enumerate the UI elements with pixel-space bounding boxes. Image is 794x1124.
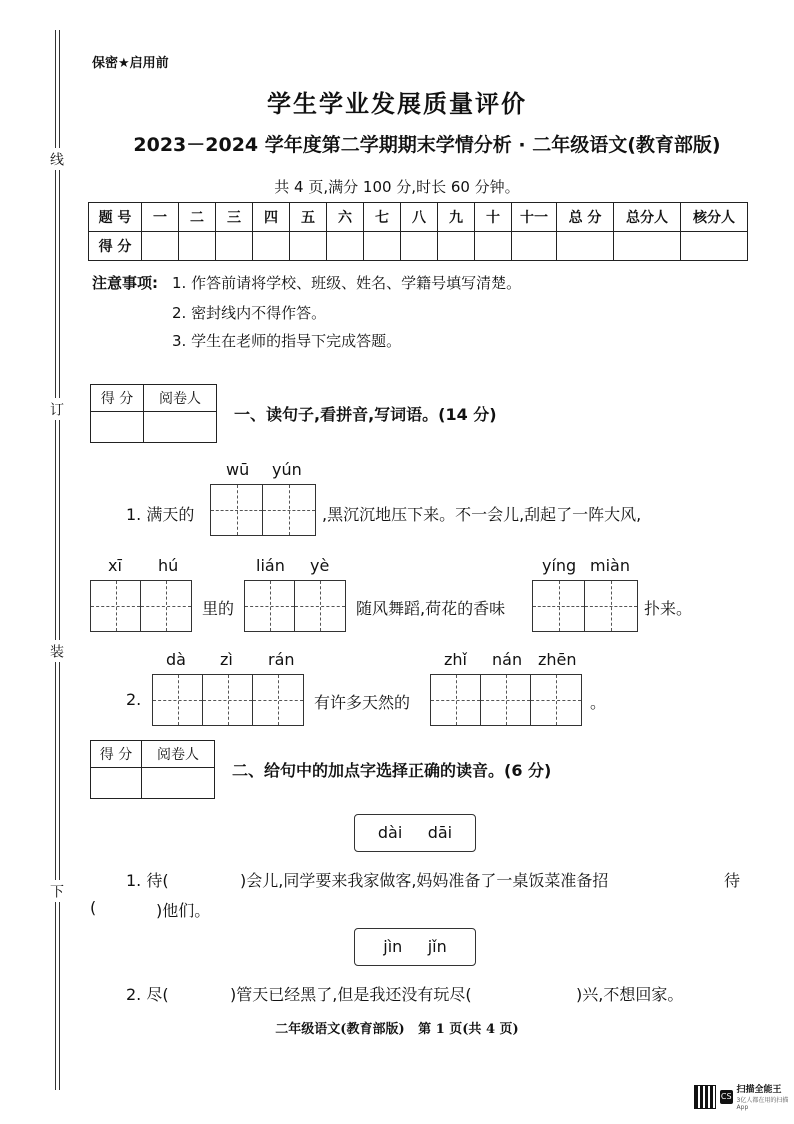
score-cell[interactable] [179, 232, 216, 261]
answer-grid-wuyun[interactable] [210, 484, 316, 536]
grid-cell[interactable] [295, 581, 345, 631]
score-col-header: 总 分 [557, 203, 614, 232]
grid-cell[interactable] [533, 581, 585, 631]
page-footer: 二年级语文(教育部版) 第 1 页(共 4 页) [275, 1022, 519, 1037]
answer-blank[interactable] [100, 896, 156, 918]
grader-reviewer-label: 阅卷人 [142, 741, 215, 768]
q1-text-dance: 随风舞蹈,荷花的香味 [356, 599, 506, 618]
dotted-char: 待 [724, 868, 794, 891]
pinyin-choice-box: jìn jǐn [354, 928, 476, 966]
qr-code-icon [694, 1085, 716, 1109]
s2-q2-end: )兴,不想回家。 [576, 985, 684, 1004]
q1-text-mid: ,黑沉沉地压下来。不一会儿,刮起了一阵大风, [322, 505, 642, 524]
score-cell[interactable] [438, 232, 475, 261]
score-cell[interactable] [253, 232, 290, 261]
score-cell[interactable] [364, 232, 401, 261]
pinyin: zhēn [538, 650, 577, 669]
s2-q2-text: )管天已经黑了,但是我还没有玩尽( [230, 985, 472, 1004]
pinyin: hú [158, 556, 179, 575]
camscanner-logo: CS [720, 1090, 733, 1104]
score-col-header: 十 [475, 203, 512, 232]
score-table-row-label: 题 号 [89, 203, 142, 232]
pinyin: zhǐ [444, 650, 467, 669]
score-cell[interactable] [216, 232, 253, 261]
pinyin-choice-box: dài dāi [354, 814, 476, 852]
note-item: 2. 密封线内不得作答。 [172, 304, 327, 322]
exam-info: 共 4 页,满分 100 分,时长 60 分钟。 [274, 178, 520, 196]
q2-text-end: 。 [590, 693, 607, 712]
section2-grader-box [90, 740, 215, 799]
score-col-header: 八 [401, 203, 438, 232]
s2-q1-prefix: 1. 待( [126, 871, 169, 890]
score-col-header: 三 [216, 203, 253, 232]
grid-cell[interactable] [153, 675, 203, 725]
answer-grid-lianye[interactable] [244, 580, 346, 632]
pinyin: lián [256, 556, 285, 575]
grader-reviewer-cell[interactable] [144, 412, 217, 443]
answer-blank[interactable] [176, 866, 238, 888]
score-cell[interactable] [290, 232, 327, 261]
grid-cell[interactable] [253, 675, 303, 725]
exam-subtitle: 2023－2024 学年度第二学期期末学情分析 · 二年级语文(教育部版) [133, 134, 721, 156]
score-col-header: 核分人 [681, 203, 748, 232]
grader-score-label: 得 分 [91, 385, 144, 412]
grid-cell[interactable] [141, 581, 191, 631]
q2-text-mid: 有许多天然的 [314, 693, 411, 712]
grid-cell[interactable] [211, 485, 263, 535]
binding-char-line: 线 [48, 148, 66, 170]
scanner-badge [694, 1082, 794, 1111]
score-col-header: 十一 [512, 203, 557, 232]
score-table [88, 202, 748, 261]
grid-cell[interactable] [431, 675, 481, 725]
notes-label: 注意事项: [92, 274, 158, 292]
section2-title: 二、给句中的加点字选择正确的读音。(6 分) [232, 761, 552, 780]
q1-prefix: 1. 满天的 [126, 505, 195, 524]
pinyin: dà [166, 650, 186, 669]
pinyin: rán [268, 650, 295, 669]
pinyin: nán [492, 650, 523, 669]
pinyin: zì [220, 650, 233, 669]
grid-cell[interactable] [531, 675, 581, 725]
grid-cell[interactable] [245, 581, 295, 631]
binding-char-bottom: 下 [48, 880, 66, 902]
grader-reviewer-cell[interactable] [142, 768, 215, 799]
note-item: 3. 学生在老师的指导下完成答题。 [172, 332, 402, 350]
grader-score-cell[interactable] [91, 768, 142, 799]
answer-blank[interactable] [520, 980, 574, 1002]
score-cell[interactable] [327, 232, 364, 261]
answer-grid-yingmian[interactable] [532, 580, 638, 632]
grader-score-cell[interactable] [91, 412, 144, 443]
score-cell[interactable] [614, 232, 681, 261]
score-col-header: 五 [290, 203, 327, 232]
score-col-header: 九 [438, 203, 475, 232]
section1-title: 一、读句子,看拼音,写词语。(14 分) [234, 405, 497, 424]
q2-prefix: 2. [126, 690, 142, 709]
grid-cell[interactable] [585, 581, 637, 631]
score-col-header: 总分人 [614, 203, 681, 232]
grid-cell[interactable] [263, 485, 315, 535]
grader-reviewer-label: 阅卷人 [144, 385, 217, 412]
score-table-row-label: 得 分 [89, 232, 142, 261]
s2-q1-line2-text: )他们。 [156, 901, 211, 920]
confidential-label: 保密★启用前 [92, 56, 169, 71]
s2-q1-line2-open: ( [90, 898, 97, 917]
score-cell[interactable] [401, 232, 438, 261]
score-cell[interactable] [512, 232, 557, 261]
answer-grid-daziran[interactable] [152, 674, 304, 726]
page-title: 学生学业发展质量评价 [267, 89, 527, 118]
section1-grader-box [90, 384, 217, 443]
s2-q1-text: )会儿,同学要来我家做客,妈妈准备了一桌饭菜准备招 [240, 871, 609, 890]
grid-cell[interactable] [481, 675, 531, 725]
scanner-name: 扫描全能王 [736, 1085, 782, 1095]
score-cell[interactable] [557, 232, 614, 261]
pinyin: yíng [542, 556, 577, 575]
score-col-header: 七 [364, 203, 401, 232]
s2-q2-prefix: 2. 尽( [126, 985, 169, 1004]
pinyin: miàn [590, 556, 630, 575]
pinyin: wū [226, 460, 250, 479]
grader-score-label: 得 分 [91, 741, 142, 768]
score-table-header-row [89, 203, 748, 232]
pinyin: xī [108, 556, 122, 575]
grid-cell[interactable] [91, 581, 141, 631]
scanner-tagline: 3亿人都在用的扫描App [736, 1097, 789, 1111]
binding-char-bind: 装 [48, 640, 66, 662]
score-cell[interactable] [142, 232, 179, 261]
binding-char-order: 订 [48, 398, 66, 420]
pinyin: yè [310, 556, 330, 575]
q1-text-li: 里的 [202, 599, 235, 618]
score-col-header: 一 [142, 203, 179, 232]
answer-grid-xihu[interactable] [90, 580, 192, 632]
answer-grid-zhinanzhen[interactable] [430, 674, 582, 726]
pinyin: yún [272, 460, 302, 479]
note-item: 1. 作答前请将学校、班级、姓名、学籍号填写清楚。 [172, 274, 522, 292]
score-table-score-row [89, 232, 748, 261]
score-col-header: 四 [253, 203, 290, 232]
score-cell[interactable] [475, 232, 512, 261]
score-col-header: 六 [327, 203, 364, 232]
grid-cell[interactable] [203, 675, 253, 725]
score-col-header: 二 [179, 203, 216, 232]
q1-text-end: 扑来。 [644, 599, 693, 618]
score-cell[interactable] [681, 232, 748, 261]
answer-blank[interactable] [176, 980, 230, 1002]
